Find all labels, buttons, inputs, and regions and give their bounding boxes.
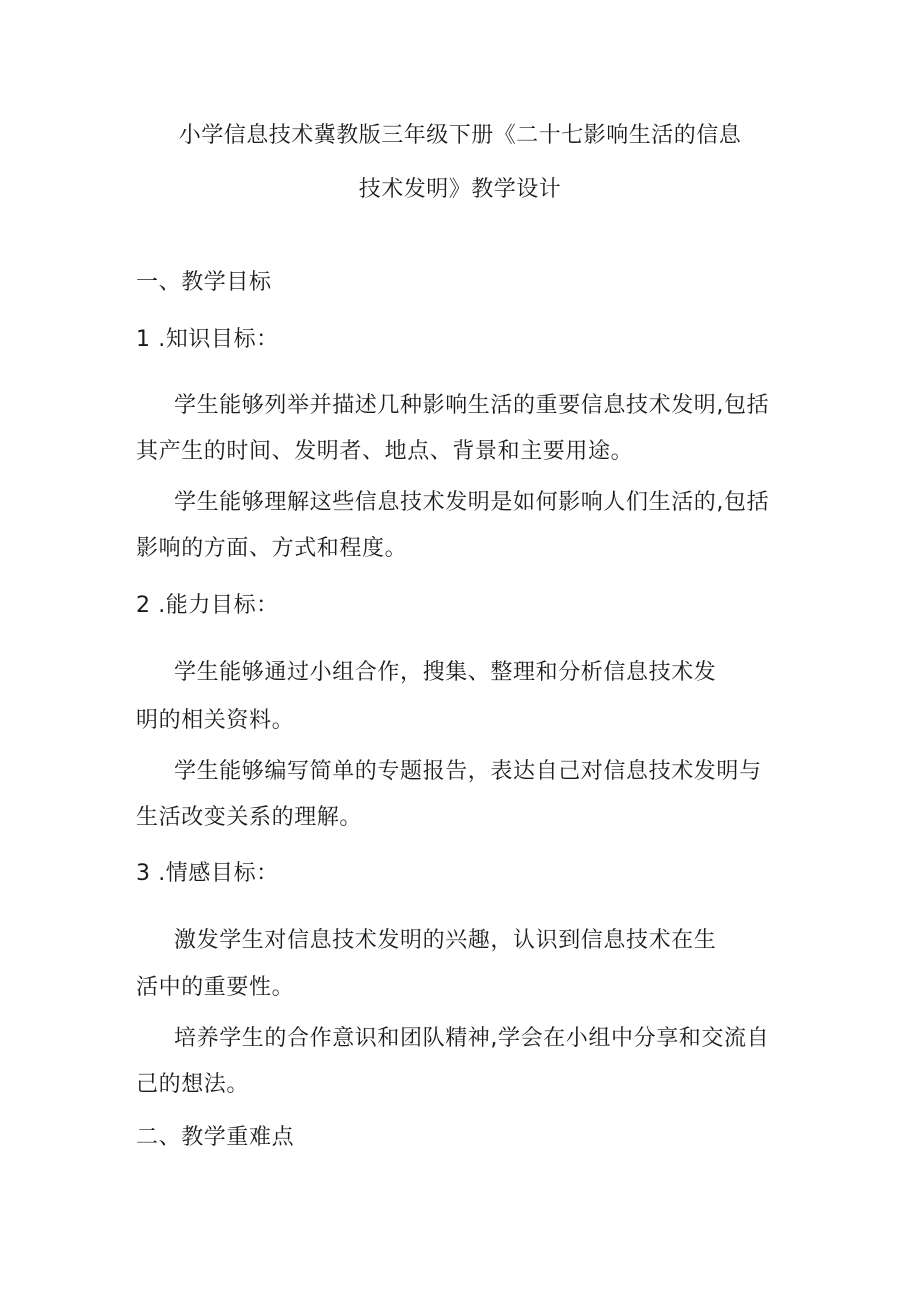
- paragraph-line: 学生能够编写简单的专题报告，表达自己对信息技术发明与: [174, 759, 762, 784]
- paragraph-line: 学生能够理解这些信息技术发明是如何影响人们生活的,包括: [174, 490, 770, 515]
- paragraph-line: 其产生的时间、发明者、地点、背景和主要用途。: [136, 439, 634, 464]
- paragraph-line: 己的想法。: [136, 1072, 250, 1097]
- paragraph-line: 学生能够通过小组合作，搜集、整理和分析信息技术发: [174, 660, 717, 685]
- section-heading-teaching-goals: 一、教学目标: [136, 270, 272, 295]
- paragraph-line: 激发学生对信息技术发明的兴趣，认识到信息技术在生: [174, 928, 717, 953]
- document-title-line-1: 小学信息技术冀教版三年级下册《二十七影响生活的信息: [178, 123, 742, 148]
- paragraph-line: 培养学生的合作意识和团队精神,学会在小组中分享和交流自: [174, 1026, 770, 1051]
- paragraph-line: 生活改变关系的理解。: [136, 805, 363, 830]
- paragraph-line: 活中的重要性。: [136, 975, 295, 1000]
- paragraph-line: 影响的方面、方式和程度。: [136, 536, 408, 561]
- subheading-emotion-goals: 3 .情感目标：: [136, 861, 279, 886]
- section-heading-key-difficulties: 二、教学重难点: [136, 1125, 295, 1150]
- document-title-line-2: 技术发明》教学设计: [358, 177, 562, 202]
- subheading-knowledge-goals: 1 .知识目标：: [136, 327, 279, 352]
- paragraph-line: 学生能够列举并描述几种影响生活的重要信息技术发明,包括: [174, 393, 770, 418]
- subheading-ability-goals: 2 .能力目标：: [136, 593, 279, 618]
- paragraph-line: 明的相关资料。: [136, 708, 295, 733]
